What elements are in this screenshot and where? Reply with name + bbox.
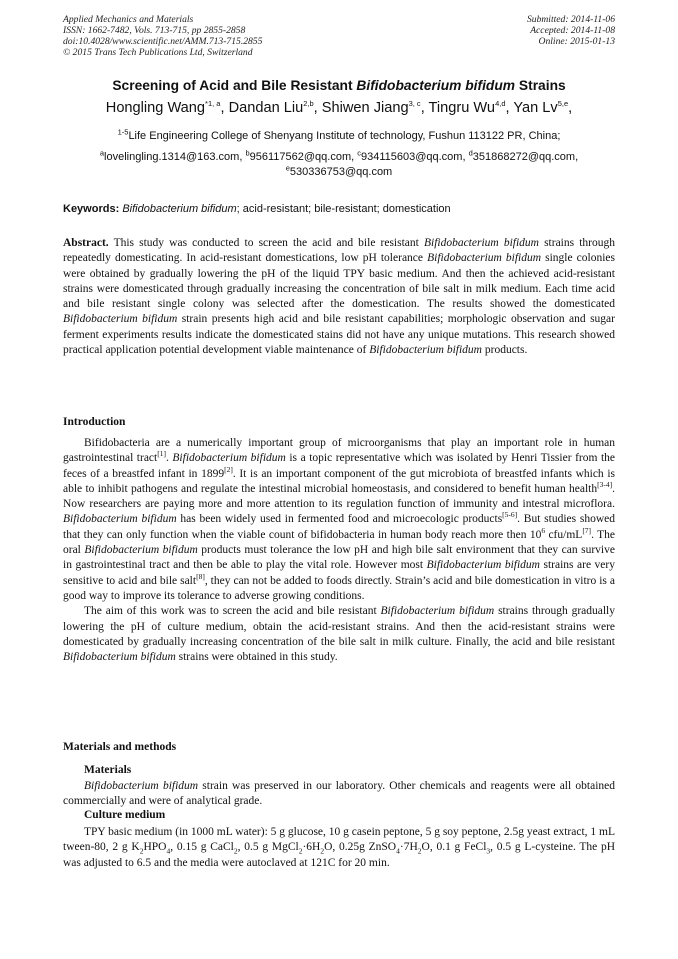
introduction-body bbox=[63, 436, 615, 665]
paragraph: Bifidobacteria are a numerically important group of microorganisms that play an important role in human gastrointestinal tract[1]. Bifidobacterium bifidum is a topic representative which was isolated by Henri Tissier from the feces of a breastfed infant in 1899[2]. It is an important component of the gut microbiota of breastfed infants which is able to inhibit pathogens and regulate the intestinal microbial homeostasis, and considered to benefit human health[3-4]. Now researchers are paying more and more attention to its regulation function of immunity and intestral microflora. Bifidobacterium bifidum has been widely used in fermented food and microecologic products[5-6]. But studies showed that they can only function when the viable count of bifidobacteria in human body reach more then $10^6$ cfu/mL[7]. The oral Bifidobacterium bifidum products must tolerance the low pH and high bile salt environment that they can survive in gastrointestinal tract and then be able to play the vital role. However most Bifidobacterium bifidum strains are very sensitive to acid and bile salt[8], they can not be added to foods directly. Strain’s acid and bile domestication in vitro is a good way to improve its tolerance to adverse growing conditions. bbox=[63, 437, 616, 602]
abstract: Abstract. This study was conducted to screen the acid and bile resistant Bifidobacterium bifidum strains through repeatedly domesticating. In acid-resistant domestications, low pH tolerance Bifidobacterium bifidum single colonies were obtained by gradually lowering the pH of the liquid TPY basic medium. And then the achieved acid-resistant strains were domesticated through gradually increasing the concentration of bile salt in milk medium. Each time acid and bile resistant single colony was selected after the domestication. The results showed the domesticated Bifidobacterium bifidum strain presents high acid and bile resistant capabilities; morphologic observation and sugar ferment experiments results indicate the domesticated stains did not have any unique mutations. This research showed practical application potential development viable maintenance of Bifidobacterium bifidum products. bbox=[63, 237, 616, 357]
methods-heading: Materials and methods bbox=[63, 741, 177, 753]
journal-name: Applied Mechanics and Materials bbox=[63, 14, 194, 25]
copyright-line: © 2015 Trans Tech Publications Ltd, Switzerland bbox=[63, 47, 253, 58]
accepted-date: Accepted: 2014-11-08 bbox=[530, 25, 615, 36]
author-list bbox=[0, 100, 678, 116]
culture-medium-body bbox=[63, 825, 615, 871]
paragraph: TPY basic medium (in 1000 mL water): 5 g glucose, 10 g casein peptone, 5 g soy peptone, 2.5g yeast extract, 1 mL tween-80, 2 g $K_2HPO_4$, 0.15 g CaCl$_2$, 0.5 g $MgCl_2\cdot 6H_2O$, 0.25g $ZnSO_4\cdot 7H_2O$, 0.1 g FeCl$_3$, 0.5 g L-cysteine. The pH was adjusted to 6.5 and the media were autoclaved at 121C for 20 min. bbox=[63, 826, 616, 869]
doi-line: doi:10.4028/www.scientific.net/AMM.713-715.2855 bbox=[63, 36, 263, 47]
paragraph: Bifidobacterium bifidum strain was preserved in our laboratory. Other chemicals and reagents were all obtained commercially and were of analytical grade. bbox=[63, 780, 615, 808]
author: Tingru Wu$^{4,d}$, bbox=[428, 99, 514, 116]
author: Yan Lv$^{5,e}$, bbox=[513, 99, 573, 116]
author: Shiwen Jiang$^{3, c}$, bbox=[321, 99, 429, 116]
paragraph: The aim of this work was to screen the acid and bile resistant Bifidobacterium bifidum strains through gradually lowering the pH of culture medium, obtain the acid-resistant strains. And then the acid-resistant strains were domesticated by gradually increasing concentration of the bile salt in milk culture. Finally, the acid and bile resistant Bifidobacterium bifidum strains were obtained in this study. bbox=[63, 605, 615, 664]
email: $^e$530336753@qq.com bbox=[285, 163, 393, 178]
keywords: Keywords: Bifidobacterium bifidum; acid-resistant; bile-resistant; domestication bbox=[63, 203, 451, 215]
email: $^b$956117562@qq.com, bbox=[245, 148, 358, 163]
email: $^c$934115603@qq.com, bbox=[357, 148, 469, 163]
journal-header bbox=[63, 14, 262, 58]
culture-medium-subheading: Culture medium bbox=[84, 809, 166, 821]
online-date: Online: 2015-01-13 bbox=[538, 36, 615, 47]
email: $^d$351868272@qq.com, bbox=[468, 148, 579, 163]
dates-header bbox=[527, 14, 615, 47]
author: Hongling Wang$^{*1, a}$, bbox=[105, 99, 229, 116]
email-list bbox=[63, 150, 615, 180]
email: $^a$lovelingling.1314@163.com, bbox=[99, 148, 246, 163]
introduction-heading: Introduction bbox=[63, 416, 126, 428]
submitted-date: Submitted: 2014-11-06 bbox=[526, 14, 615, 25]
materials-body bbox=[63, 779, 615, 810]
affiliation: $^{1-5}$Life Engineering College of Shenyang Institute of technology, Fushun 113122 PR, China; bbox=[117, 127, 561, 142]
author: Dandan Liu$^{2,b}$, bbox=[228, 99, 322, 116]
issn-line: ISSN: 1662-7482, Vols. 713-715, pp 2855-2858 bbox=[63, 25, 246, 36]
paper-title: Screening of Acid and Bile Resistant Bifidobacterium bifidum Strains bbox=[112, 78, 566, 93]
materials-subheading: Materials bbox=[84, 764, 132, 776]
